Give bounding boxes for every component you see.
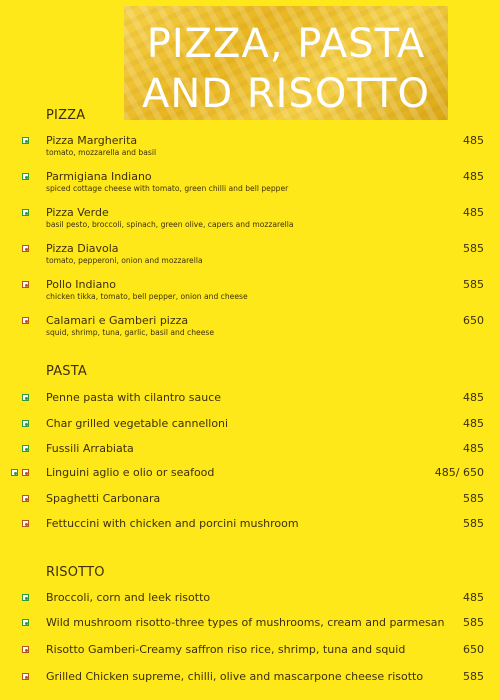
item-price: 650 [463,643,484,656]
veg-indicator-icon [22,445,29,452]
non-veg-indicator-icon [22,245,29,252]
item-name: Pizza Verde [46,206,109,219]
item-description: tomato, mozzarella and basil [46,148,157,157]
item-name: Calamari e Gamberi pizza [46,314,189,327]
item-price: 585 [463,278,484,291]
item-price: 585 [463,492,484,505]
item-price: 485/ 650 [434,466,484,479]
item-price: 585 [463,670,484,683]
item-name: Parmigiana Indiano [46,170,152,183]
item-price: 485 [463,442,484,455]
item-price: 650 [463,314,484,327]
item-name: Pollo Indiano [46,278,117,291]
section-title-pizza: PIZZA [46,108,86,123]
item-description: basil pesto, broccoli, spinach, green olive, capers and mozzarella [46,220,294,229]
item-name: Penne pasta with cilantro sauce [46,391,222,404]
item-name: Broccoli, corn and leek risotto [46,591,211,604]
item-name: Fettuccini with chicken and porcini mushroom [46,517,299,530]
veg-indicator-icon [22,619,29,626]
banner-title-line-2: AND RISOTTO [142,71,430,117]
veg-indicator-icon [22,594,29,601]
veg-indicator-icon [22,394,29,401]
item-name: Pizza Diavola [46,242,119,255]
item-description: spiced cottage cheese with tomato, green chilli and bell pepper [46,184,289,193]
item-description: chicken tikka, tomato, bell pepper, onion and cheese [46,292,248,301]
veg-indicator-icon [22,209,29,216]
section-title-pasta: PASTA [46,364,87,379]
item-name: Linguini aglio e olio or seafood [46,466,215,479]
item-price: 485 [463,391,484,404]
item-price: 485 [463,591,484,604]
item-name: Wild mushroom risotto-three types of mushrooms, cream and parmesan [46,616,445,629]
item-price: 585 [463,616,484,629]
header-banner [124,6,448,120]
item-name: Char grilled vegetable cannelloni [46,417,229,430]
item-description: squid, shrimp, tuna, garlic, basil and cheese [46,328,215,337]
non-veg-indicator-icon [22,495,29,502]
banner-title-line-1: PIZZA, PASTA [146,21,426,67]
item-price: 485 [463,170,484,183]
item-name: Spaghetti Carbonara [46,492,161,505]
item-description: tomato, pepperoni, onion and mozzarella [46,256,203,265]
item-price: 585 [463,517,484,530]
item-name: Pizza Margherita [46,134,138,147]
item-price: 485 [463,206,484,219]
item-name: Fussili Arrabiata [46,442,134,455]
item-name: Risotto Gamberi-Creamy saffron riso rice, shrimp, tuna and squid [46,643,406,656]
veg-indicator-icon [22,420,29,427]
non-veg-indicator-icon [22,281,29,288]
item-price: 585 [463,242,484,255]
section-title-risotto: RISOTTO [46,565,105,580]
item-price: 485 [463,134,484,147]
non-veg-indicator-icon [22,646,29,653]
veg-indicator-icon [22,137,29,144]
non-veg-indicator-icon [22,469,29,476]
non-veg-indicator-icon [22,520,29,527]
non-veg-indicator-icon [22,317,29,324]
item-name: Grilled Chicken supreme, chilli, olive and mascarpone cheese risotto [46,670,424,683]
veg-indicator-icon [22,173,29,180]
veg-indicator-icon [11,469,18,476]
non-veg-indicator-icon [22,673,29,680]
item-price: 485 [463,417,484,430]
